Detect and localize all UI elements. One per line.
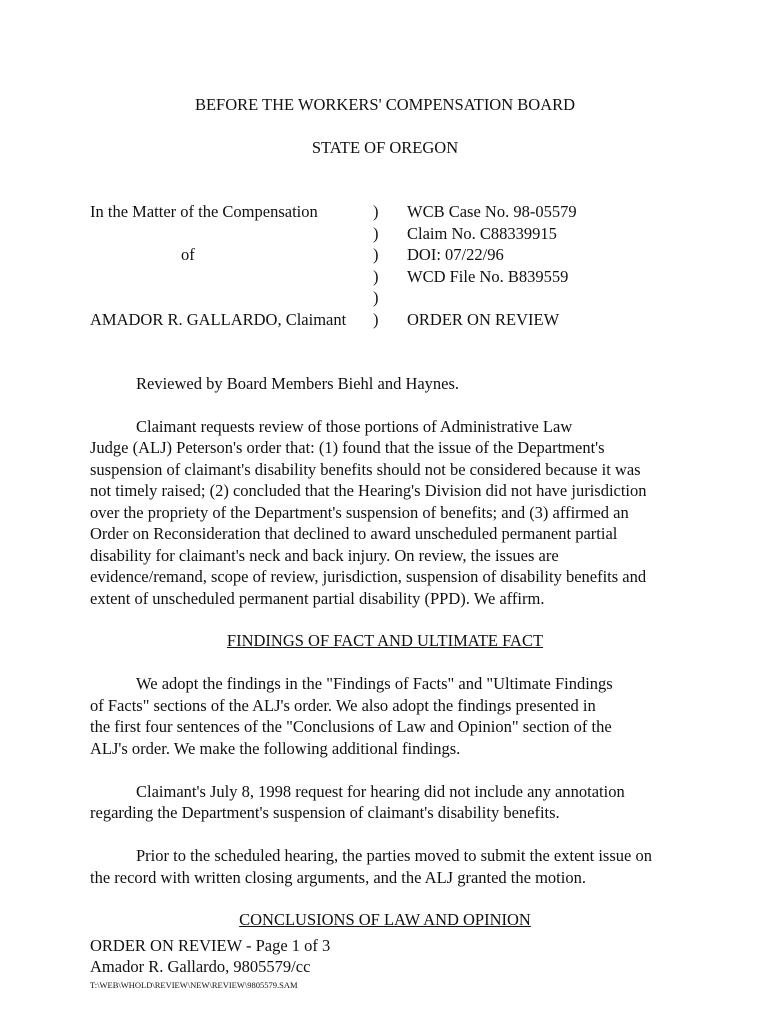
paragraph-line: Claimant's July 8, 1998 request for hearing did not include any annotation <box>136 782 625 801</box>
order-title: ORDER ON REVIEW <box>407 310 560 329</box>
paragraph-line: regarding the Department's suspension of claimant's disability benefits. <box>90 803 560 822</box>
reviewed-by: Reviewed by Board Members Biehl and Haynes. <box>136 374 460 393</box>
paragraph-line: suspension of claimant's disability benefits should not be considered because it was <box>90 460 641 479</box>
caption-paren: ) <box>373 267 379 286</box>
paragraph-line: over the propriety of the Department's suspension of benefits; and (3) affirmed an <box>90 503 629 522</box>
paragraph-line: Judge (ALJ) Peterson's order that: (1) found that the issue of the Department's <box>90 438 605 457</box>
claim-number: Claim No. C88339915 <box>407 224 557 243</box>
caption-paren: ) <box>373 224 379 243</box>
claimant-line: AMADOR R. GALLARDO, Claimant <box>90 310 347 329</box>
paragraph-line: Prior to the scheduled hearing, the parties moved to submit the extent issue on <box>136 846 652 865</box>
date-of-injury: DOI: 07/22/96 <box>407 245 504 264</box>
of-line: of <box>181 245 195 264</box>
paragraph-line: evidence/remand, scope of review, jurisdiction, suspension of disability benefits and <box>90 567 647 586</box>
conclusions-heading: CONCLUSIONS OF LAW AND OPINION <box>239 910 531 929</box>
paragraph-line: Claimant requests review of those portions of Administrative Law <box>136 417 573 436</box>
paragraph-line: We adopt the findings in the "Findings of Facts" and "Ultimate Findings <box>136 674 613 693</box>
state-title: STATE OF OREGON <box>311 138 459 157</box>
paragraph-line: the first four sentences of the "Conclusions of Law and Opinion" section of the <box>90 717 612 736</box>
caption-paren: ) <box>373 202 379 221</box>
paragraph-line: ALJ's order. We make the following additional findings. <box>90 739 461 758</box>
paragraph-line: the record with written closing arguments, and the ALJ granted the motion. <box>90 868 586 887</box>
footer-file-path: T:\WEB\WHOLD\REVIEW\NEW\REVIEW\9805579.SAM <box>90 980 298 990</box>
findings-heading: FINDINGS OF FACT AND ULTIMATE FACT <box>226 631 544 650</box>
paragraph-line: Order on Reconsideration that declined to award unscheduled permanent partial <box>90 524 618 543</box>
paragraph-line: extent of unscheduled permanent partial disability (PPD). We affirm. <box>90 589 545 608</box>
footer-page-label: ORDER ON REVIEW - Page 1 of 3 <box>90 936 331 955</box>
board-title: BEFORE THE WORKERS' COMPENSATION BOARD <box>194 95 576 114</box>
matter-line: In the Matter of the Compensation <box>90 202 318 221</box>
wcb-case-number: WCB Case No. 98-05579 <box>407 202 577 221</box>
caption-paren: ) <box>373 310 379 329</box>
footer-case-ref: Amador R. Gallardo, 9805579/cc <box>90 957 311 976</box>
paragraph-line: not timely raised; (2) concluded that the Hearing's Division did not have jurisdiction <box>90 481 647 500</box>
caption-paren: ) <box>373 245 379 264</box>
caption-paren: ) <box>373 288 379 307</box>
paragraph-line: disability for claimant's neck and back injury. On review, the issues are <box>90 546 559 565</box>
paragraph-line: of Facts" sections of the ALJ's order. We also adopt the findings presented in <box>90 696 596 715</box>
wcd-file-number: WCD File No. B839559 <box>407 267 569 286</box>
